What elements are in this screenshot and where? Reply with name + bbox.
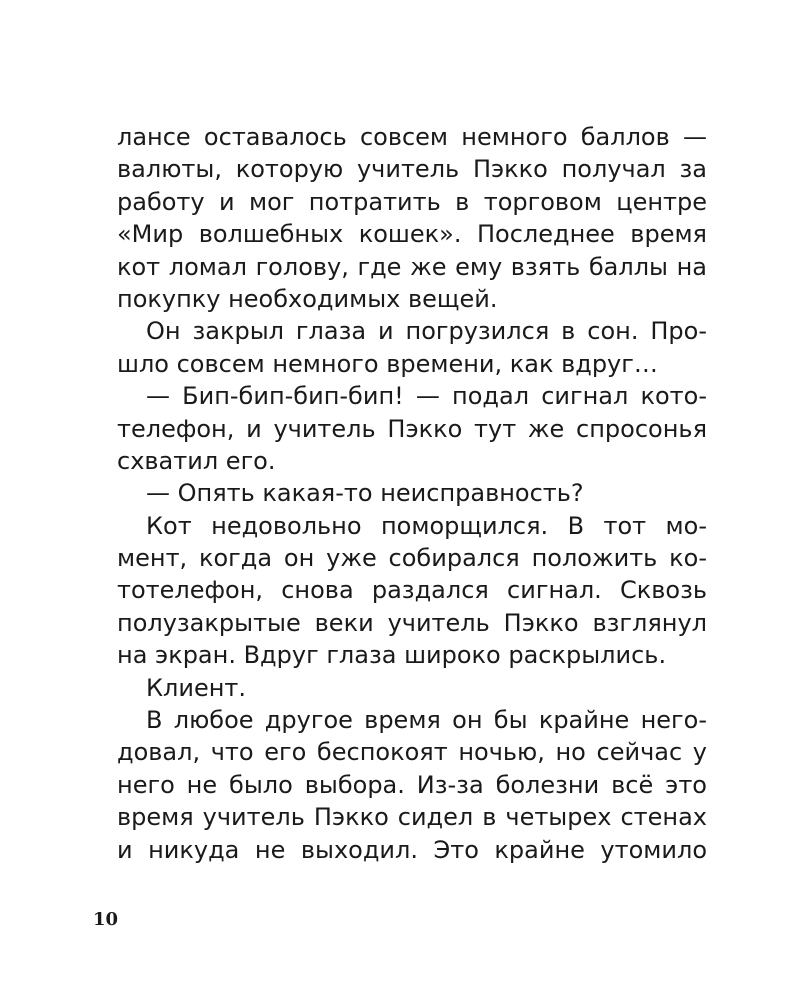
text-line: покупку необходимых вещей. [117, 284, 498, 313]
text-line: В любое другое время он бы крайне него- [146, 706, 707, 735]
text-line: лансе оставалось совсем немного баллов — [117, 123, 707, 151]
body-text [117, 121, 707, 866]
text-line: и никуда не выходил. Это крайне утомило [117, 835, 707, 864]
text-line: телефон, и учитель Пэкко тут же спросонья [117, 414, 707, 443]
text-line: Он закрыл глаза и погрузился в сон. Про- [146, 317, 707, 346]
text-line: кот ломал голову, где же ему взять баллы на [117, 252, 707, 281]
text-line: него не было выбора. Из-за болезни всё это [117, 770, 707, 799]
text-line: на экран. Вдруг глаза широко раскрылись. [117, 641, 667, 670]
text-line: мент, когда он уже собирался положить ко- [117, 544, 707, 573]
page-number: 10 [93, 909, 119, 930]
text-line: тотелефон, снова раздался сигнал. Сквозь [117, 576, 707, 605]
text-line: — Бип-бип-бип-бип! — подал сигнал кото- [146, 382, 707, 411]
text-line: полузакрытые веки учитель Пэкко взглянул [117, 608, 707, 637]
text-line: довал, что его беспокоят ночью, но сейчас у [117, 738, 707, 767]
text-line: время учитель Пэкко сидел в четырех стенах [117, 803, 707, 832]
text-line: — Опять какая-то неисправность? [146, 479, 584, 508]
text-line: шло совсем немного времени, как вдруг… [117, 349, 658, 378]
text-line: схватил его. [117, 446, 276, 475]
text-line: Клиент. [146, 673, 247, 702]
text-line: Кот недовольно поморщился. В тот мо- [146, 511, 707, 540]
text-line: работу и мог потратить в торговом центре [117, 187, 707, 216]
text-line: валюты, которую учитель Пэкко получал за [117, 155, 707, 184]
text-line: «Мир волшебных кошек». Последнее время [117, 220, 707, 249]
